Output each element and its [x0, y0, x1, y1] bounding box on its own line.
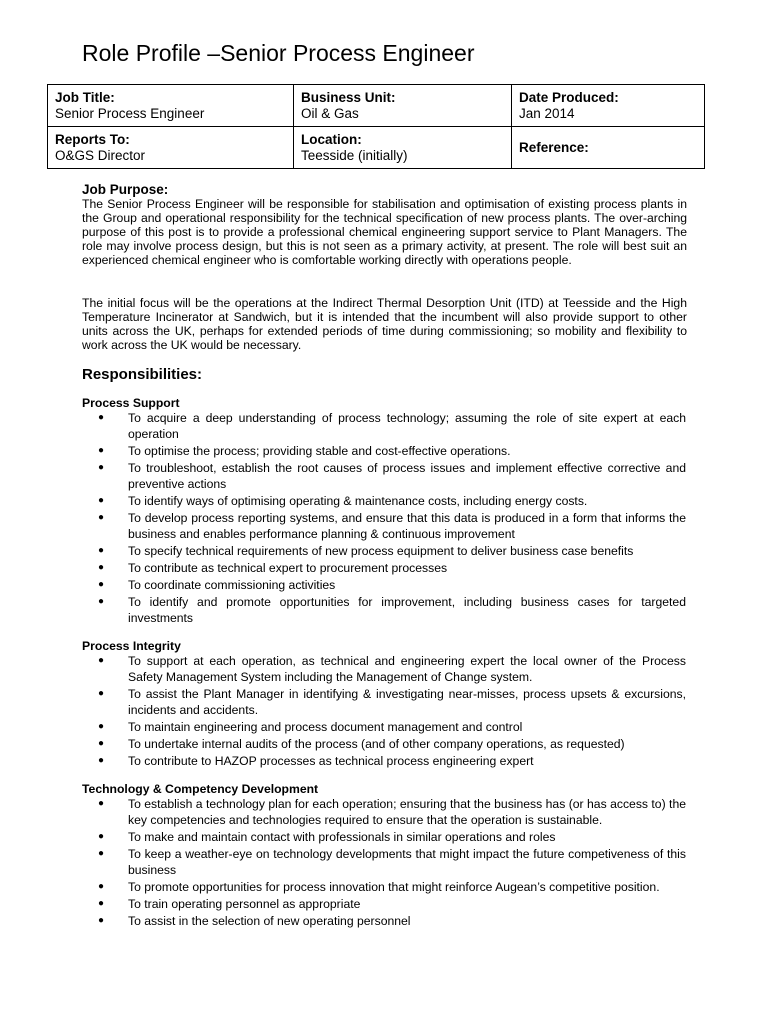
list-item-text: To troubleshoot, establish the root causes of process issues and implement effective corrective and preventive actions	[128, 461, 686, 492]
list-item	[82, 913, 686, 929]
list-item-text: To maintain engineering and process document management and control	[128, 720, 523, 735]
bullet-icon: ●	[98, 579, 105, 591]
date-produced-label: Date Produced:	[519, 90, 619, 105]
date-produced-value: Jan 2014	[519, 106, 575, 121]
list-item-text: To train operating personnel as appropriate	[128, 897, 361, 912]
list-item	[82, 796, 686, 829]
list-item-text: To promote opportunities for process innovation that might reinforce Augean’s competitive position.	[128, 880, 660, 895]
list-item-text: To undertake internal audits of the process (and of other company operations, as requested)	[128, 737, 625, 752]
list-item-text: To assist the Plant Manager in identifying & investigating near-misses, process upsets & excursions, incidents and accidents.	[128, 687, 686, 718]
location-label: Location:	[301, 132, 362, 147]
job-purpose-paragraph-1: The Senior Process Engineer will be responsible for stabilisation and optimisation of existing process plants in the Group and operational responsibility for the technical specification of new process plants. The over-arching purpose of this post is to provide a professional chemical engineering support service to Plant Managers. The role may involve process design, but this is not seen as a primary activity, at present. The role will best suit an experienced chemical engineer who is comfortable working directly with operations people.	[82, 197, 687, 267]
list-item	[82, 594, 686, 627]
job-title-value: Senior Process Engineer	[55, 106, 205, 121]
list-item-text: To develop process reporting systems, and ensure that this data is produced in a form that informs the business and enables performance planning & continuous improvement	[128, 511, 686, 542]
list-item	[82, 653, 686, 686]
bullet-icon: ●	[98, 755, 105, 767]
bullet-icon: ●	[98, 562, 105, 574]
responsibilities-heading: Responsibilities:	[82, 366, 203, 383]
date-produced-cell	[512, 85, 705, 127]
business-unit-label: Business Unit:	[301, 90, 396, 105]
process-integrity-list	[82, 653, 686, 770]
technology-competency-list	[82, 796, 686, 930]
list-item-text: To support at each operation, as technical and engineering expert the local owner of the Process Safety Management System including the Management of Change system.	[128, 654, 686, 685]
reference-label: Reference:	[519, 140, 589, 155]
list-item-text: To assist in the selection of new operating personnel	[128, 914, 411, 929]
list-item-text: To contribute as technical expert to procurement processes	[128, 561, 448, 576]
list-item-text: To acquire a deep understanding of process technology; assuming the role of site expert at each operation	[128, 411, 686, 442]
list-item	[82, 846, 686, 879]
bullet-icon: ●	[98, 688, 105, 700]
location-value: Teesside (initially)	[301, 148, 408, 163]
reports-to-cell	[48, 127, 294, 169]
bullet-icon: ●	[98, 655, 105, 666]
info-row-2	[48, 127, 705, 169]
list-item-text: To specify technical requirements of new process equipment to deliver business case benefits	[128, 544, 634, 559]
bullet-icon: ●	[98, 848, 105, 860]
list-item-text: To contribute to HAZOP processes as technical process engineering expert	[128, 754, 534, 769]
reference-cell	[512, 127, 705, 169]
bullet-icon: ●	[98, 898, 105, 910]
job-title-label: Job Title:	[55, 90, 115, 105]
bullet-icon: ●	[98, 721, 105, 733]
list-item	[82, 493, 686, 509]
list-item-text: To coordinate commissioning activities	[128, 578, 336, 593]
list-item	[82, 829, 686, 845]
bullet-icon: ●	[98, 596, 105, 608]
list-item	[82, 879, 686, 895]
bullet-icon: ●	[98, 798, 105, 809]
process-integrity-heading: Process Integrity	[82, 639, 181, 653]
list-item-text: To make and maintain contact with professionals in similar operations and roles	[128, 830, 556, 845]
job-purpose-paragraph-2: The initial focus will be the operations at the Indirect Thermal Desorption Unit (ITD) at Teesside and the High Temperature Incinerator at Sandwich, but it is intended that the incumbent will also provide support to other units across the UK, perhaps for extended periods of time during commissioning; so mobility and flexibility to work across the UK would be necessary.	[82, 296, 687, 352]
bullet-icon: ●	[98, 881, 105, 893]
bullet-icon: ●	[98, 512, 105, 524]
list-item	[82, 753, 686, 769]
list-item	[82, 460, 686, 493]
job-purpose-heading: Job Purpose:	[82, 182, 169, 197]
list-item	[82, 577, 686, 593]
bullet-icon: ●	[98, 445, 105, 457]
list-item-text: To keep a weather-eye on technology developments that might impact the future competiveness of this business	[128, 847, 686, 878]
list-item	[82, 510, 686, 543]
bullet-icon: ●	[98, 495, 105, 507]
location-cell	[294, 127, 512, 169]
list-item-text: To establish a technology plan for each operation; ensuring that the business has (or has access to) the key competencies and technologies required to ensure that the operation is sustainable.	[128, 797, 686, 828]
bullet-icon: ●	[98, 915, 105, 927]
bullet-icon: ●	[98, 412, 105, 423]
process-support-list	[82, 410, 686, 627]
list-item	[82, 719, 686, 735]
role-info-table	[47, 84, 705, 169]
business-unit-value: Oil & Gas	[301, 106, 359, 121]
job-title-cell	[48, 85, 294, 127]
list-item-text: To identify ways of optimising operating & maintenance costs, including energy costs.	[128, 494, 588, 509]
list-item	[82, 736, 686, 752]
list-item	[82, 543, 686, 559]
bullet-icon: ●	[98, 545, 105, 557]
list-item	[82, 443, 686, 459]
list-item	[82, 896, 686, 912]
list-item-text: To identify and promote opportunities for improvement, including business cases for targeted investments	[128, 595, 686, 626]
bullet-icon: ●	[98, 738, 105, 750]
technology-competency-heading: Technology & Competency Development	[82, 782, 319, 796]
list-item-text: To optimise the process; providing stable and cost-effective operations.	[128, 444, 511, 459]
reports-to-label: Reports To:	[55, 132, 130, 147]
list-item	[82, 410, 686, 443]
bullet-icon: ●	[98, 831, 105, 843]
bullet-icon: ●	[98, 462, 105, 474]
business-unit-cell	[294, 85, 512, 127]
process-support-heading: Process Support	[82, 396, 180, 410]
info-row-1	[48, 85, 705, 127]
page-title: Role Profile –Senior Process Engineer	[82, 40, 475, 66]
reports-to-value: O&GS Director	[55, 148, 146, 163]
list-item	[82, 686, 686, 719]
list-item	[82, 560, 686, 576]
